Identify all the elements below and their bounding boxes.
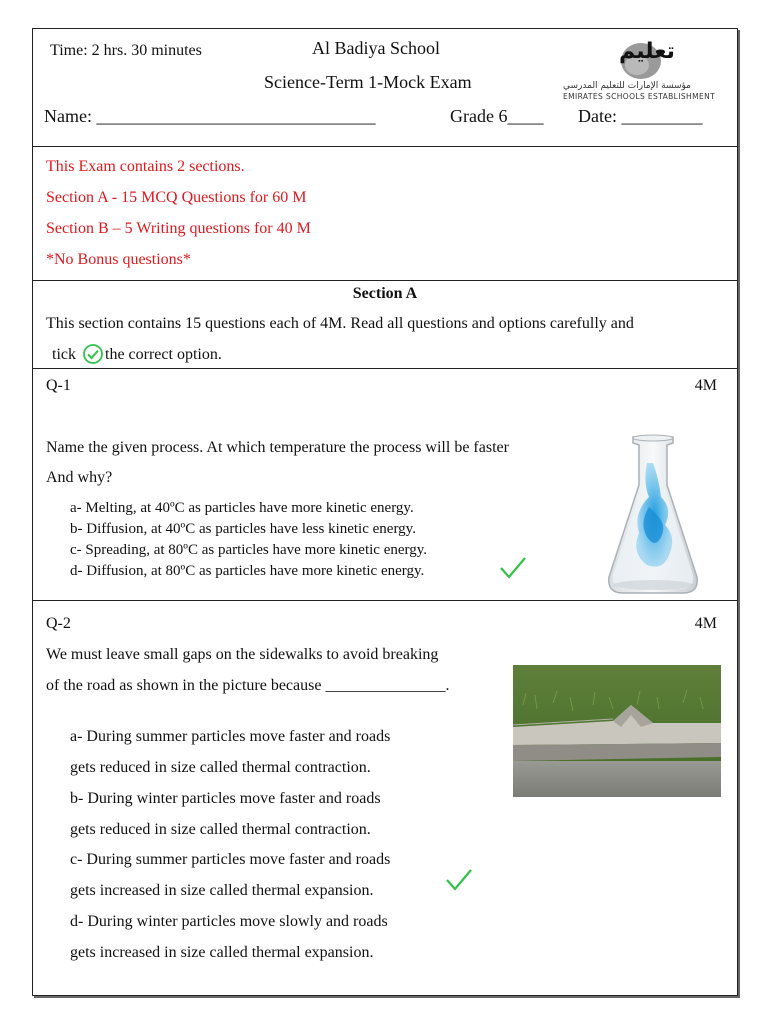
instruction-line: Section A - 15 MCQ Questions for 60 M: [46, 189, 307, 206]
option-d[interactable]: d- Diffusion, at 80ºC as particles have more kinetic energy.: [70, 563, 425, 579]
exam-instructions: [33, 147, 737, 281]
correct-check-icon: [499, 555, 527, 581]
name-field: Name: _______________________________: [44, 106, 376, 126]
option-c[interactable]: c- Spreading, at 80ºC as particles have more kinetic energy.: [70, 542, 428, 558]
instruction-line: This Exam contains 2 sections.: [46, 158, 245, 175]
section-a-title: Section A: [352, 285, 418, 302]
school-name: Al Badiya School: [312, 38, 440, 58]
question-text-line1: We must leave small gaps on the sidewalks to avoid breaking: [46, 646, 439, 663]
date-field: Date: _________: [578, 106, 703, 126]
question-text-line2: And why?: [46, 469, 113, 486]
logo-arabic-text: تعليم: [619, 39, 675, 64]
option-d[interactable]: d- During winter particles move slowly and roads: [70, 913, 388, 930]
correct-check-icon: [445, 867, 473, 893]
section-a-line1: This section contains 15 questions each of 4M. Read all questions and options carefully and: [46, 315, 634, 332]
time-label: Time: 2 hrs. 30 minutes: [50, 42, 202, 59]
option-b-cont: gets reduced in size called thermal contraction.: [70, 821, 371, 838]
option-c-cont: gets increased in size called thermal expansion.: [70, 882, 374, 899]
exam-title: Science-Term 1-Mock Exam: [264, 72, 472, 92]
question-marks: 4M: [694, 615, 717, 632]
flask-with-blue-dye-image: [603, 433, 703, 597]
instruction-line: Section B – 5 Writing questions for 40 M: [46, 220, 311, 237]
option-d-cont: gets increased in size called thermal expansion.: [70, 944, 374, 961]
option-a[interactable]: a- During summer particles move faster and roads: [70, 728, 391, 745]
question-1: [33, 369, 737, 601]
question-text-line1: Name the given process. At which temperature the process will be faster: [46, 439, 509, 456]
buckled-sidewalk-image: [513, 665, 721, 797]
section-a-tick-word: tick: [52, 346, 76, 363]
question-number: Q-1: [46, 377, 71, 394]
instruction-line: *No Bonus questions*: [46, 251, 191, 268]
option-a-cont: gets reduced in size called thermal contraction.: [70, 759, 371, 776]
logo-org-arabic: مؤسسة الإمارات للتعليم المدرسي: [563, 81, 691, 91]
ese-logo: [561, 37, 731, 103]
exam-header: [33, 29, 737, 147]
question-text-line2: of the road as shown in the picture because _______________.: [46, 677, 450, 694]
option-b[interactable]: b- Diffusion, at 40ºC as particles have less kinetic energy.: [70, 521, 416, 537]
exam-page: [32, 28, 738, 996]
question-2: [33, 601, 737, 997]
section-a-intro: [33, 281, 737, 369]
logo-org-english: EMIRATES SCHOOLS ESTABLISHMENT: [563, 92, 716, 101]
section-a-tick-rest: the correct option.: [105, 346, 222, 363]
question-marks: 4M: [694, 377, 717, 394]
option-b[interactable]: b- During winter particles move faster and roads: [70, 790, 381, 807]
option-c[interactable]: c- During summer particles move faster and roads: [70, 851, 391, 868]
grade-field: Grade 6____: [450, 106, 544, 126]
check-circle-icon: [82, 343, 104, 365]
question-number: Q-2: [46, 615, 71, 632]
option-a[interactable]: a- Melting, at 40ºC as particles have more kinetic energy.: [70, 500, 414, 516]
